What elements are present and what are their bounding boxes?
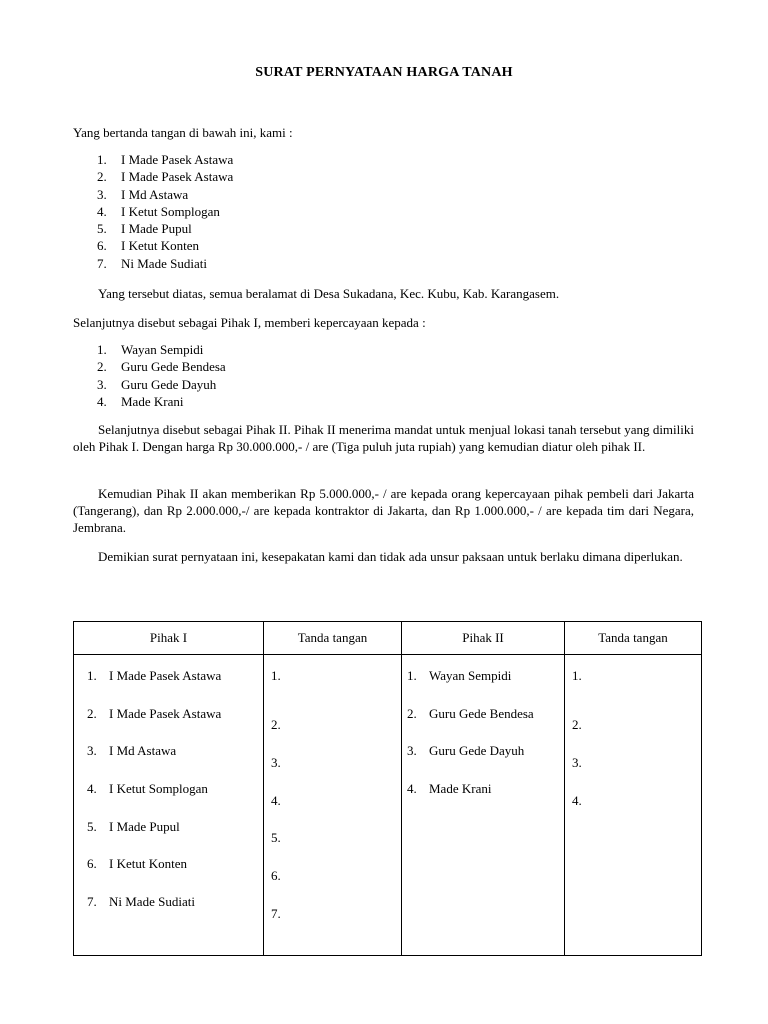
- table-row: 4. Made Krani: [407, 781, 492, 796]
- signature-table: [73, 621, 702, 956]
- signature-slot: 4.: [271, 793, 281, 808]
- list-item: 2. Guru Gede Bendesa: [97, 359, 226, 375]
- column-divider: [263, 622, 264, 955]
- list-item: 3. Guru Gede Dayuh: [97, 376, 217, 392]
- table-row: 3. Guru Gede Dayuh: [407, 743, 525, 758]
- table-row: 6. I Ketut Konten: [87, 856, 187, 871]
- list-item: 1. Wayan Sempidi: [97, 342, 204, 357]
- trust-intro-text: Selanjutnya disebut sebagai Pihak I, memberi kepercayaan kepada :: [73, 315, 426, 330]
- closing-paragraph: Demikian surat pernyataan ini, kesepakatan kami dan tidak ada unsur paksaan untuk berlaku dimana diperlukan.: [98, 549, 683, 564]
- signature-slot: 2.: [572, 717, 582, 732]
- mandate-paragraph: Selanjutnya disebut sebagai Pihak II. Pihak II menerima mandat untuk menjual lokasi tanah tersebut yang dimiliki oleh Pihak I. Dengan harga Rp 30.000.000,- / are (Tiga puluh juta rupiah) yang kemudian diatur oleh pihak II.: [73, 422, 694, 454]
- signature-slot: 5.: [271, 830, 281, 845]
- table-row: 4. I Ketut Somplogan: [87, 781, 208, 796]
- payment-paragraph: Kemudian Pihak II akan memberikan Rp 5.000.000,- / are kepada orang kepercayaan pihak pembeli dari Jakarta (Tangerang), dan Rp 2.000.000,-/ are kepada kontraktor di Jakarta, dan Rp 1.000.000,- / are kepada tim dari Negara, Jembrana.: [73, 486, 694, 535]
- signature-slot: 6.: [271, 868, 281, 883]
- column-divider: [564, 622, 565, 955]
- list-item: 4. I Ketut Somplogan: [97, 203, 220, 219]
- header-pihak2: Pihak II: [462, 630, 504, 645]
- signature-slot: 3.: [271, 755, 281, 770]
- signature-slot: 1.: [572, 668, 582, 683]
- column-divider: [401, 622, 402, 955]
- table-row: 1. Wayan Sempidi: [407, 668, 512, 683]
- signature-slot: 3.: [572, 755, 582, 770]
- list-item: 7. Ni Made Sudiati: [97, 255, 207, 271]
- header-pihak1: Pihak I: [149, 630, 188, 645]
- list-item: 2. I Made Pasek Astawa: [97, 169, 234, 185]
- intro-text: Yang bertanda tangan di bawah ini, kami :: [73, 125, 293, 140]
- signature-slot: 2.: [271, 717, 281, 732]
- signature-slot: 4.: [572, 793, 582, 808]
- table-row: 3. I Md Astawa: [87, 743, 177, 758]
- party2-list: [73, 341, 226, 410]
- table-row: 2. I Made Pasek Astawa: [87, 706, 222, 721]
- header-divider: [74, 654, 701, 655]
- list-item: 1. I Made Pasek Astawa: [97, 152, 234, 167]
- table-row: 1. I Made Pasek Astawa: [87, 668, 222, 683]
- signature-slot: 1.: [271, 668, 281, 683]
- table-row: 2. Guru Gede Bendesa: [407, 706, 534, 721]
- list-item: 6. I Ketut Konten: [97, 238, 199, 254]
- header-signature1: Tanda tangan: [297, 630, 368, 645]
- signature-slot: 7.: [271, 906, 281, 921]
- list-item: 5. I Made Pupul: [97, 221, 192, 237]
- list-item: 4. Made Krani: [97, 393, 184, 409]
- document-title: SURAT PERNYATAAN HARGA TANAH: [255, 65, 513, 80]
- party1-list: [73, 151, 233, 272]
- list-item: 3. I Md Astawa: [97, 186, 189, 202]
- table-row: 7. Ni Made Sudiati: [87, 894, 195, 909]
- address-text: Yang tersebut diatas, semua beralamat di Desa Sukadana, Kec. Kubu, Kab. Karangasem.: [98, 286, 560, 301]
- header-signature2: Tanda tangan: [598, 630, 668, 645]
- table-row: 5. I Made Pupul: [87, 819, 180, 834]
